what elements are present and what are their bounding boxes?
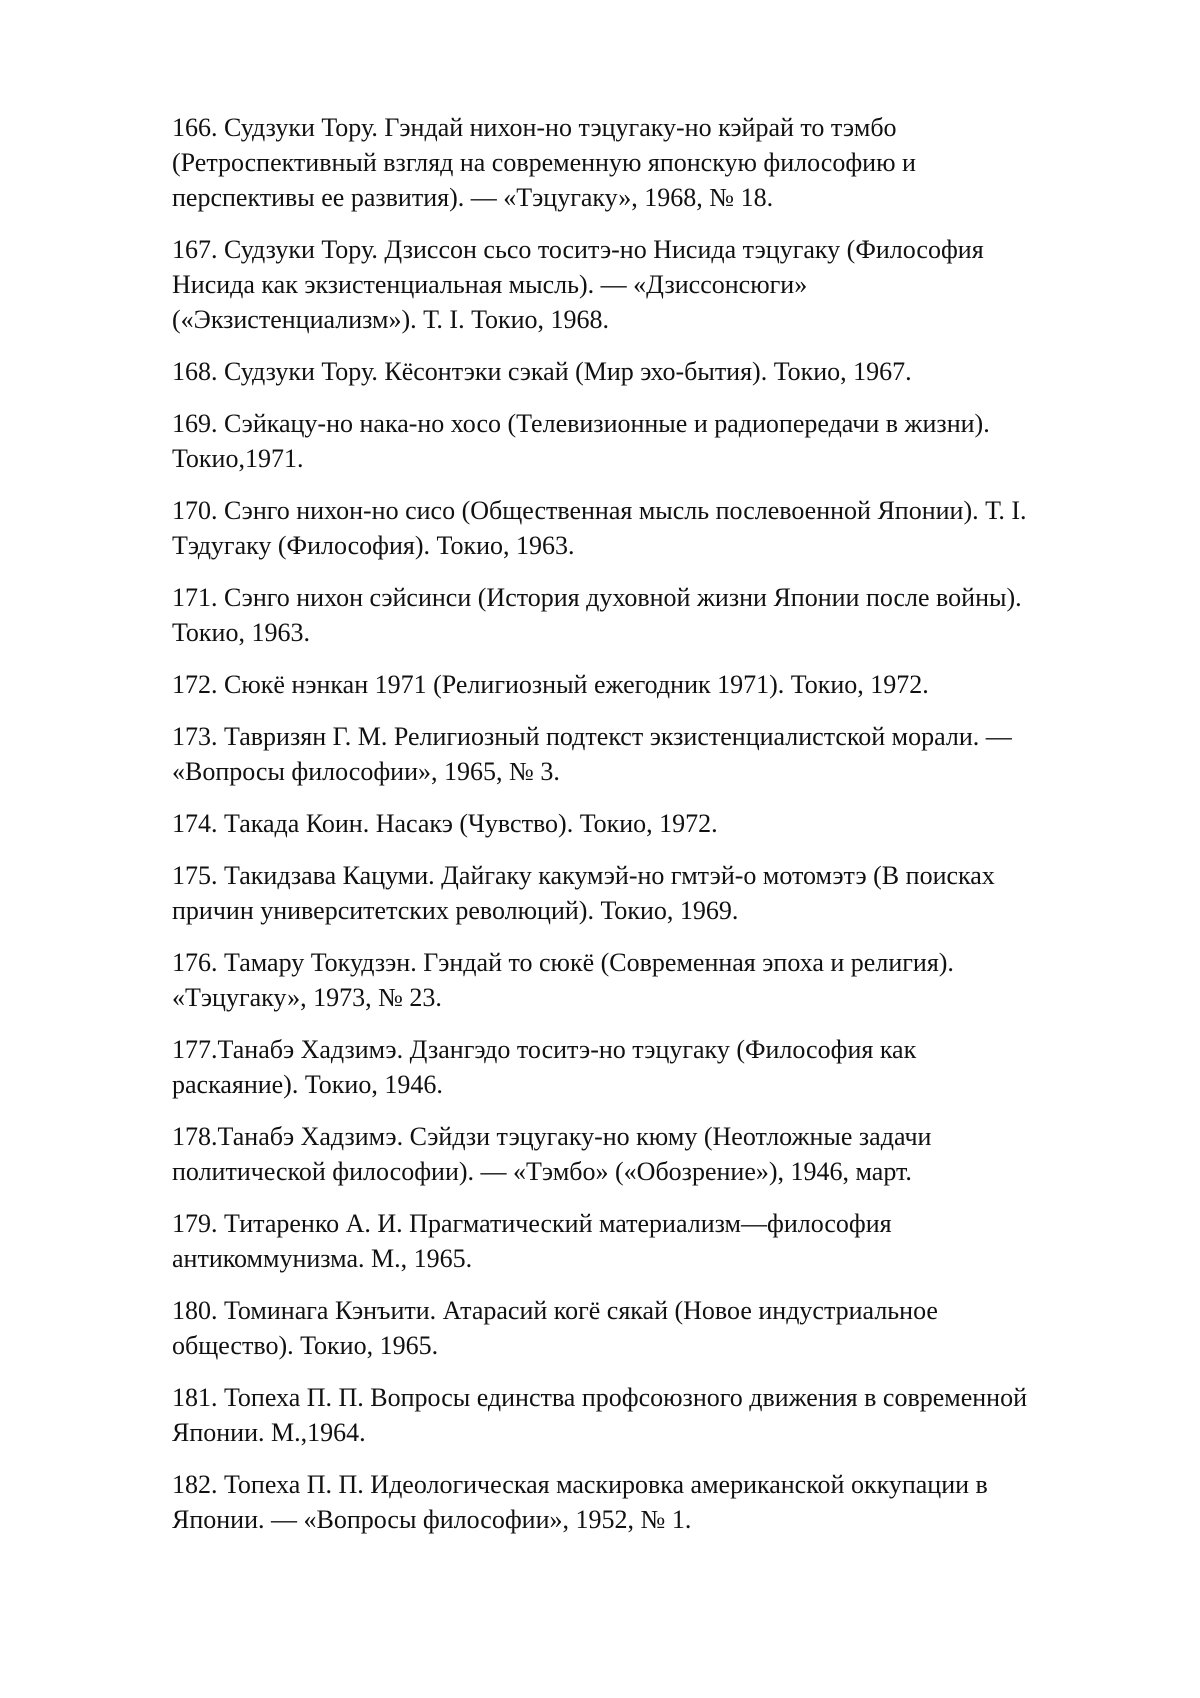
entry-line: раскаяние). Токио, 1946. [172, 1070, 443, 1099]
bibliography-entry-169 [172, 406, 1118, 476]
entry-line: 178.Танабэ Хадзимэ. Сэйдзи тэцугаку-но кюму (Неотложные задачи [172, 1122, 932, 1151]
entry-line: Японии. — «Вопросы философии», 1952, № 1. [172, 1505, 692, 1534]
bibliography-entry-172 [172, 667, 1118, 702]
bibliography-entry-178 [172, 1119, 1118, 1189]
entry-line: «Вопросы философии», 1965, № 3. [172, 757, 560, 786]
bibliography-entry-167 [172, 232, 1118, 337]
entry-line: «Тэцугаку», 1973, № 23. [172, 983, 442, 1012]
bibliography-page [172, 110, 1118, 1554]
bibliography-entry-179 [172, 1206, 1118, 1276]
bibliography-entry-180 [172, 1293, 1118, 1363]
entry-line: (Ретроспективный взгляд на современную японскую философию и [172, 148, 916, 177]
entry-line: 174. Такада Коин. Насакэ (Чувство). Токио, 1972. [172, 809, 718, 838]
entry-line: 177.Танабэ Хадзимэ. Дзангэдо тоситэ-но тэцугаку (Философия как [172, 1035, 917, 1064]
bibliography-entry-166 [172, 110, 1118, 215]
entry-line: 181. Топеха П. П. Вопросы единства профсоюзного движения в современной [172, 1383, 1027, 1412]
bibliography-entry-182 [172, 1467, 1118, 1537]
bibliography-entry-170 [172, 493, 1118, 563]
entry-line: политической философии). — «Тэмбо» («Обозрение»), 1946, март. [172, 1157, 912, 1186]
entry-line: 179. Титаренко А. И. Прагматический материализм—философия [172, 1209, 892, 1238]
entry-line: 171. Сэнго нихон сэйсинси (История духовной жизни Японии после войны). [172, 583, 1022, 612]
entry-line: 168. Судзуки Тору. Кёсонтэки сэкай (Мир эхо-бытия). Токио, 1967. [172, 357, 912, 386]
entry-line: Нисида как экзистенциальная мысль). — «Дзиссонсюги» [172, 270, 808, 299]
entry-line: 169. Сэйкацу-но нака-но хосо (Телевизионные и радиопередачи в жизни). [172, 409, 990, 438]
entry-line: 166. Судзуки Тору. Гэндай нихон-но тэцугаку-но кэйрай то тэмбо [172, 113, 897, 142]
bibliography-entry-174 [172, 806, 1118, 841]
entry-line: 180. Томинага Кэнъити. Атарасий когё сякай (Новое индустриальное [172, 1296, 938, 1325]
bibliography-entry-177 [172, 1032, 1118, 1102]
entry-line: 172. Сюкё нэнкан 1971 (Религиозный ежегодник 1971). Токио, 1972. [172, 670, 929, 699]
entry-line: общество). Токио, 1965. [172, 1331, 439, 1360]
entry-line: Японии. М.,1964. [172, 1418, 366, 1447]
entry-line: Токио, 1963. [172, 618, 310, 647]
entry-line: Тэдугаку (Философия). Токио, 1963. [172, 531, 575, 560]
entry-line: 176. Тамару Токудзэн. Гэндай то сюкё (Современная эпоха и религия). [172, 948, 954, 977]
entry-line: 182. Топеха П. П. Идеологическая маскировка американской оккупации в [172, 1470, 988, 1499]
entry-line: («Экзистенциализм»). Т. I. Токио, 1968. [172, 305, 610, 334]
entry-line: причин университетских революций). Токио, 1969. [172, 896, 739, 925]
bibliography-entry-168 [172, 354, 1118, 389]
bibliography-entry-171 [172, 580, 1118, 650]
entry-line: 173. Тавризян Г. М. Религиозный подтекст экзистенциалистской морали. — [172, 722, 1012, 751]
entry-line: антикоммунизма. М., 1965. [172, 1244, 473, 1273]
entry-line: 175. Такидзава Кацуми. Дайгаку какумэй-но гмтэй-о мотомэтэ (В поисках [172, 861, 995, 890]
bibliography-entry-173 [172, 719, 1118, 789]
entry-line: 167. Судзуки Тору. Дзиссон сьсо тоситэ-но Нисида тэцугаку (Философия [172, 235, 984, 264]
entry-line: Токио,1971. [172, 444, 304, 473]
bibliography-entry-176 [172, 945, 1118, 1015]
entry-line: перспективы ее развития). — «Тэцугаку», 1968, № 18. [172, 183, 774, 212]
bibliography-entry-181 [172, 1380, 1118, 1450]
entry-line: 170. Сэнго нихон-но сисо (Общественная мысль послевоенной Японии). Т. I. [172, 496, 1027, 525]
bibliography-entry-175 [172, 858, 1118, 928]
